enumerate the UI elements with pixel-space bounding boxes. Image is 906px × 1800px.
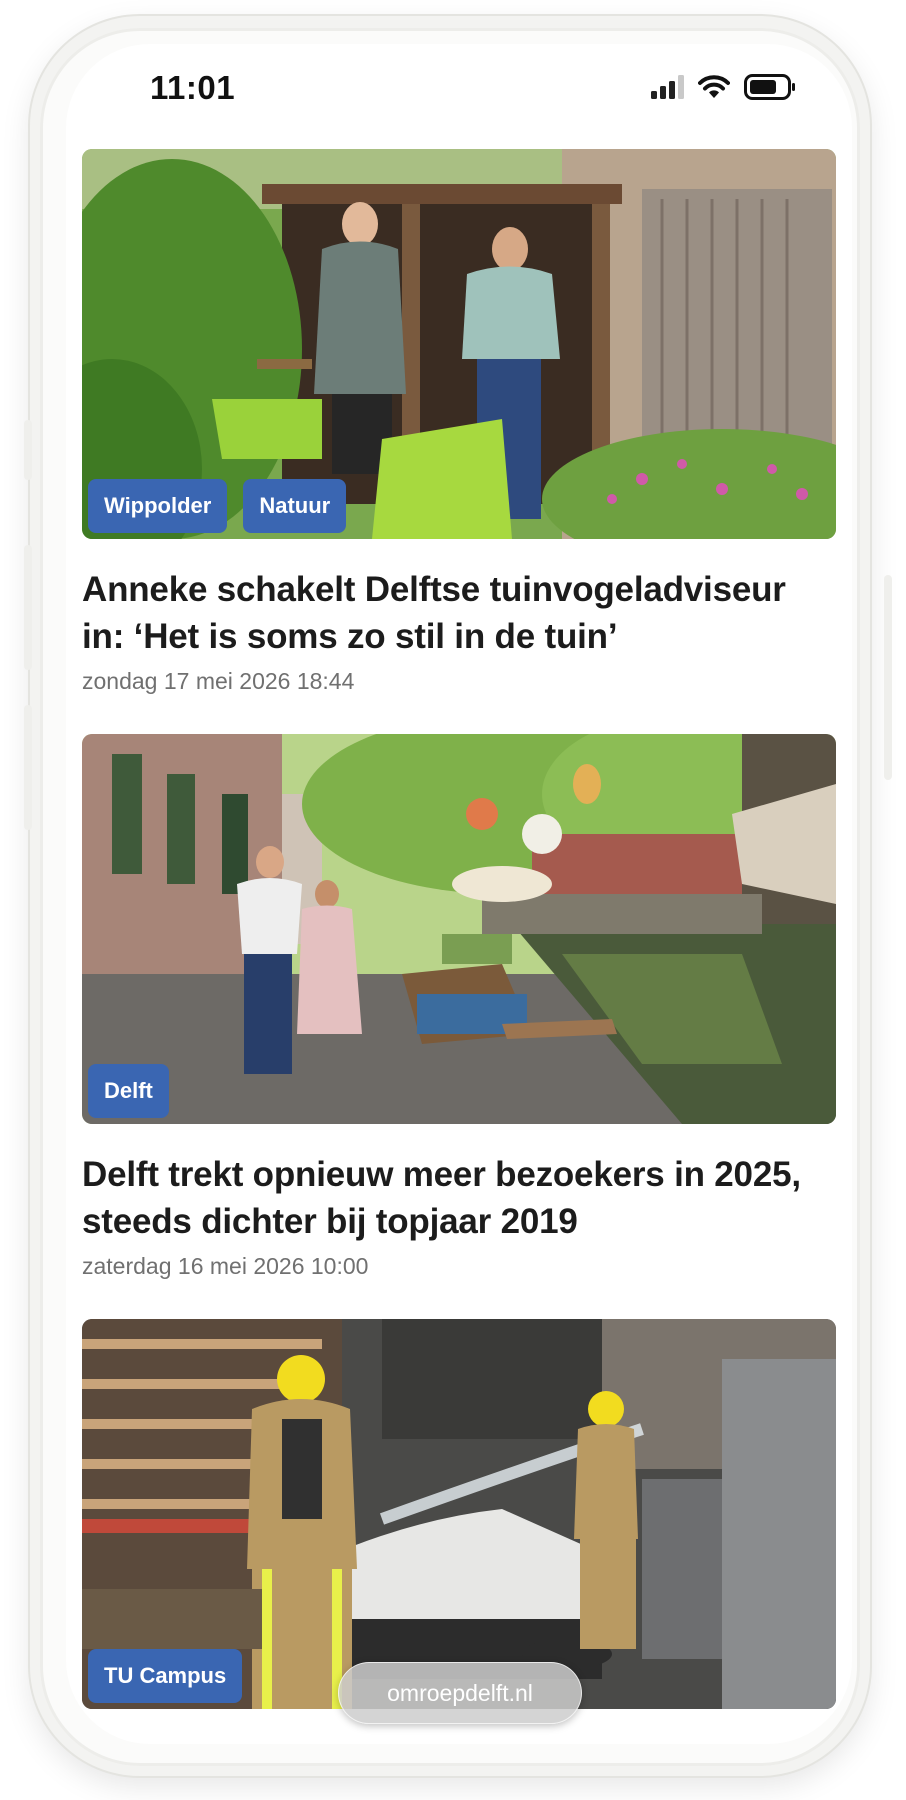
article-photo[interactable] (82, 149, 836, 539)
status-icons (651, 74, 796, 100)
article-photo-image (82, 734, 836, 1124)
article-tags (88, 479, 346, 533)
phone-screen (66, 44, 852, 1744)
phone-side-button (24, 420, 32, 480)
tag-badge[interactable]: Wippolder (88, 479, 227, 533)
article-photo[interactable] (82, 734, 836, 1124)
tag-badge[interactable]: Delft (88, 1064, 169, 1118)
article-photo[interactable] (82, 1319, 836, 1709)
news-article[interactable] (82, 1319, 836, 1709)
tag-badge[interactable]: TU Campus (88, 1649, 242, 1703)
article-date: zondag 17 mei 2026 18:44 (82, 668, 355, 694)
wifi-icon (698, 75, 730, 99)
article-tags (88, 1064, 169, 1118)
news-article[interactable] (82, 149, 836, 695)
article-date: zaterdag 16 mei 2026 10:00 (82, 1253, 369, 1279)
news-article[interactable] (82, 734, 836, 1280)
phone-side-button (24, 545, 32, 670)
article-tags (88, 1649, 242, 1703)
article-headline[interactable]: Delft trekt opnieuw meer bezoekers in 2025, steeds dichter bij topjaar 2019 (82, 1155, 801, 1241)
article-headline[interactable]: Anneke schakelt Delftse tuinvogeladviseur in: ‘Het is soms zo stil in de tuin’ (82, 570, 786, 656)
phone-side-button (884, 575, 892, 780)
status-time: 11:01 (150, 69, 236, 106)
battery-icon (744, 74, 796, 100)
url-bar[interactable]: omroepdelft.nl (338, 1662, 582, 1724)
tag-badge[interactable]: Natuur (243, 479, 346, 533)
cellular-signal-icon (651, 75, 684, 99)
news-feed[interactable] (82, 149, 836, 1744)
phone-side-button (24, 705, 32, 830)
